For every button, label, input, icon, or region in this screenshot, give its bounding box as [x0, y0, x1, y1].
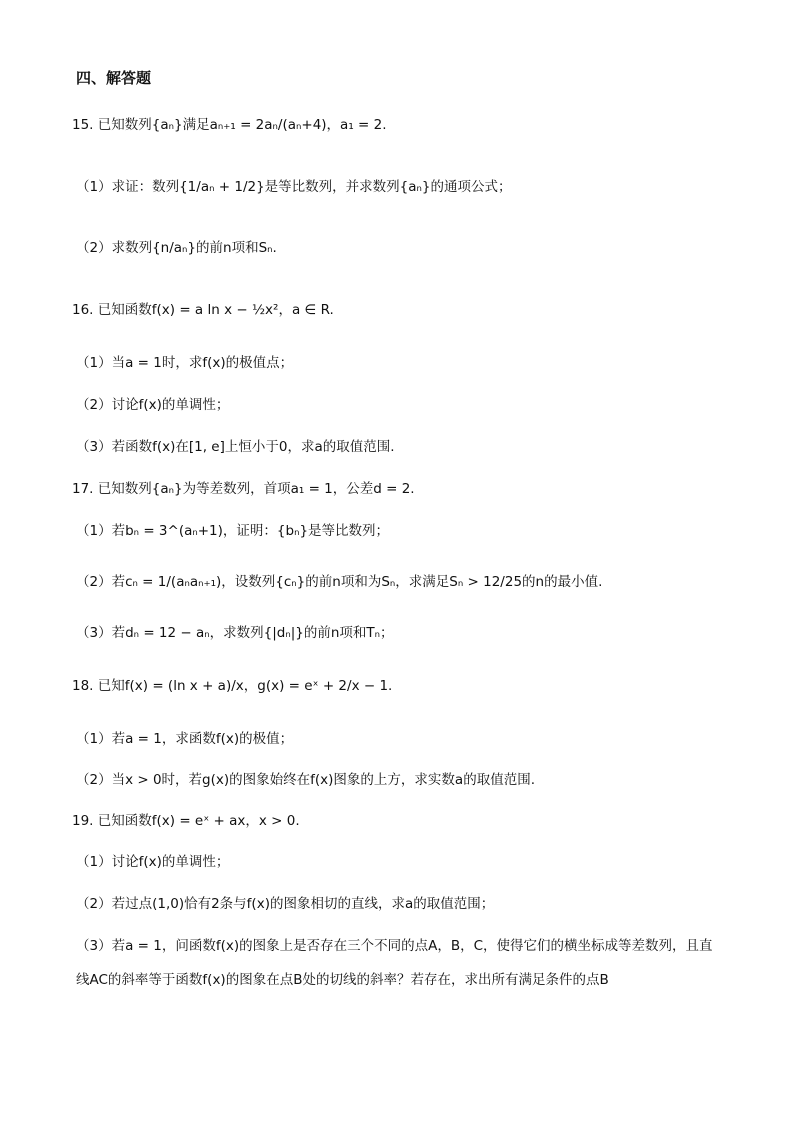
- question-15-part-1: （1）求证：数列{1/aₙ + 1/2}是等比数列，并求数列{aₙ}的通项公式；: [76, 179, 512, 195]
- question-15: 15. 已知数列{aₙ}满足aₙ₊₁ = 2aₙ/(aₙ+4)，a₁ = 2.: [72, 117, 387, 133]
- question-18-part-1: （1）若a = 1，求函数f(x)的极值；: [76, 731, 294, 747]
- question-17-part-2: （2）若cₙ = 1/(aₙaₙ₊₁)，设数列{cₙ}的前n项和为Sₙ，求满足Sₙ > 12/25的n的最小值.: [76, 574, 603, 590]
- question-18: 18. 已知f(x) = (ln x + a)/x，g(x) = eˣ + 2/x − 1.: [72, 678, 393, 694]
- question-19-part-2: （2）若过点(1,0)恰有2条与f(x)的图象相切的直线，求a的取值范围；: [76, 896, 495, 912]
- question-16-part-2: （2）讨论f(x)的单调性；: [76, 397, 230, 413]
- section-title: 四、解答题: [76, 69, 152, 87]
- question-15-part-2: （2）求数列{n/aₙ}的前n项和Sₙ.: [76, 240, 277, 256]
- question-19-part-3: （3）若a = 1，问函数f(x)的图象上是否存在三个不同的点A，B，C，使得它们的横坐标成等差数列，且直线AC的斜率等于函数f(x)的图象在点B处的切线的斜率？若存在，求出所有满足条件的点B: [76, 938, 713, 988]
- question-18-part-2: （2）当x > 0时，若g(x)的图象始终在f(x)图象的上方，求实数a的取值范围.: [76, 772, 535, 788]
- question-19-part-1: （1）讨论f(x)的单调性；: [76, 854, 230, 870]
- question-16: 16. 已知函数f(x) = a ln x − ½x²，a ∈ R.: [72, 302, 334, 318]
- question-16-part-1: （1）当a = 1时，求f(x)的极值点；: [76, 355, 294, 371]
- question-17: 17. 已知数列{aₙ}为等差数列，首项a₁ = 1，公差d = 2.: [72, 481, 415, 497]
- question-17-part-3: （3）若dₙ = 12 − aₙ，求数列{|dₙ|}的前n项和Tₙ；: [76, 625, 394, 641]
- question-17-part-1: （1）若bₙ = 3^(aₙ+1)，证明：{bₙ}是等比数列；: [76, 523, 390, 539]
- question-16-part-3: （3）若函数f(x)在[1, e]上恒小于0，求a的取值范围.: [76, 439, 395, 455]
- question-19: 19. 已知函数f(x) = eˣ + ax，x > 0.: [72, 813, 300, 829]
